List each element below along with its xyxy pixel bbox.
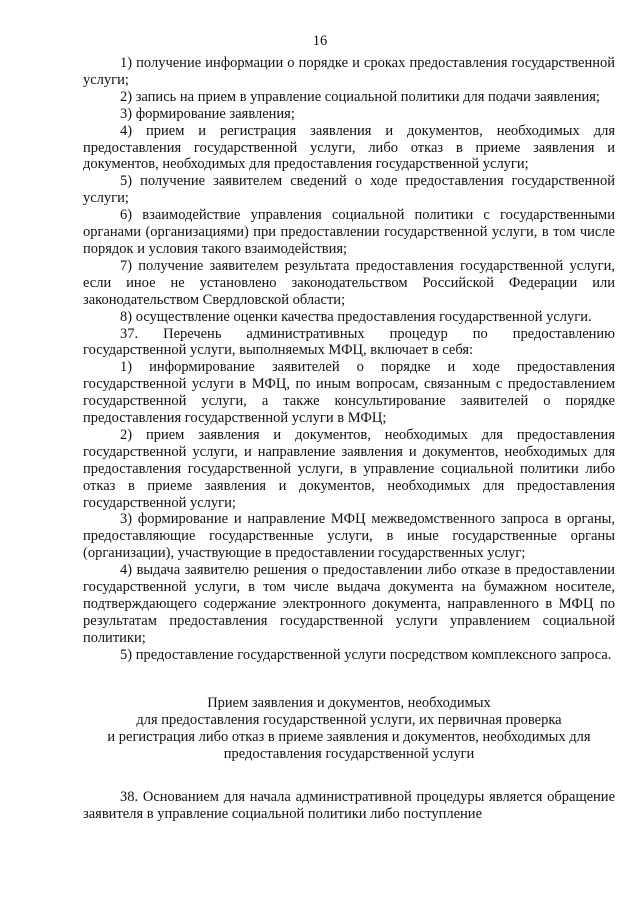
list-item: 4) выдача заявителю решения о предоставлении либо отказе в предоставлении государственной услуги, в том числе выдача документа на бумажном носителе, подтверждающего содержание электронного документа, направленного в МФЦ по результатам предоставления государственной услуги управлением социальной политики; xyxy=(83,562,615,646)
list-item: 1) получение информации о порядке и сроках предоставления государственной услуги; xyxy=(83,55,615,88)
list-item: 5) получение заявителем сведений о ходе предоставления государственной услуги; xyxy=(83,173,615,207)
list-item: 1) информирование заявителей о порядке и ходе предоставления государственной услуги в МФЦ, по иным вопросам, связанным с предоставлением государственной услуги, а также консультирование заявителей о порядке предоставления государственной услуги в МФЦ; xyxy=(83,359,615,427)
page-number: 16 xyxy=(312,33,328,49)
heading-line: предоставления государственной услуги xyxy=(223,745,475,762)
section-heading xyxy=(83,695,615,763)
list-item: 5) предоставление государственной услуги посредством комплексного запроса. xyxy=(120,646,612,663)
list-item: 3) формирование и направление МФЦ межведомственного запроса в органы, предоставляющие государственные услуги, в иные государственные органы (организации), участвующие в предоставлении государственных услуг; xyxy=(83,511,615,562)
heading-line: и регистрация либо отказ в приеме заявления и документов, необходимых для xyxy=(107,728,591,745)
section-37-paragraph: 37. Перечень административных процедур по предоставлению государственной услуги, выполняемых МФЦ, включает в себя: xyxy=(83,325,615,359)
list-item: 3) формирование заявления; xyxy=(120,105,295,122)
section-38-paragraph: 38. Основанием для начала административной процедуры является обращение заявителя в управление социальной политики либо поступление xyxy=(83,788,615,822)
document-body xyxy=(83,55,615,822)
heading-line: Прием заявления и документов, необходимых xyxy=(207,694,491,711)
list-item: 2) запись на прием в управление социальной политики для подачи заявления; xyxy=(120,88,600,105)
list-item: 7) получение заявителем результата предоставления государственной услуги, если иное не установлено законодательством Российской Федерации или законодательством Свердловской области; xyxy=(83,257,615,308)
list-item: 4) прием и регистрация заявления и документов, необходимых для предоставления государственной услуги, либо отказ в приеме заявления и документов, необходимых для предоставления государственной услуги; xyxy=(83,122,615,173)
list-item: 6) взаимодействие управления социальной политики с государственными органами (организациями) при предоставлении государственной услуги, в том числе порядок и условия такого взаимодействия; xyxy=(83,207,615,257)
list-item: 8) осуществление оценки качества предоставления государственной услуги. xyxy=(120,308,592,325)
list-item: 2) прием заявления и документов, необходимых для предоставления государственной услуги, и направление заявления и документов, необходимых для предоставления государственной услуги, в управление социальной политики либо отказ в приеме заявления и документов, необходимых для предоставления государственной услуги; xyxy=(83,426,615,511)
heading-line: для предоставления государственной услуги, их первичная проверка xyxy=(136,711,562,728)
